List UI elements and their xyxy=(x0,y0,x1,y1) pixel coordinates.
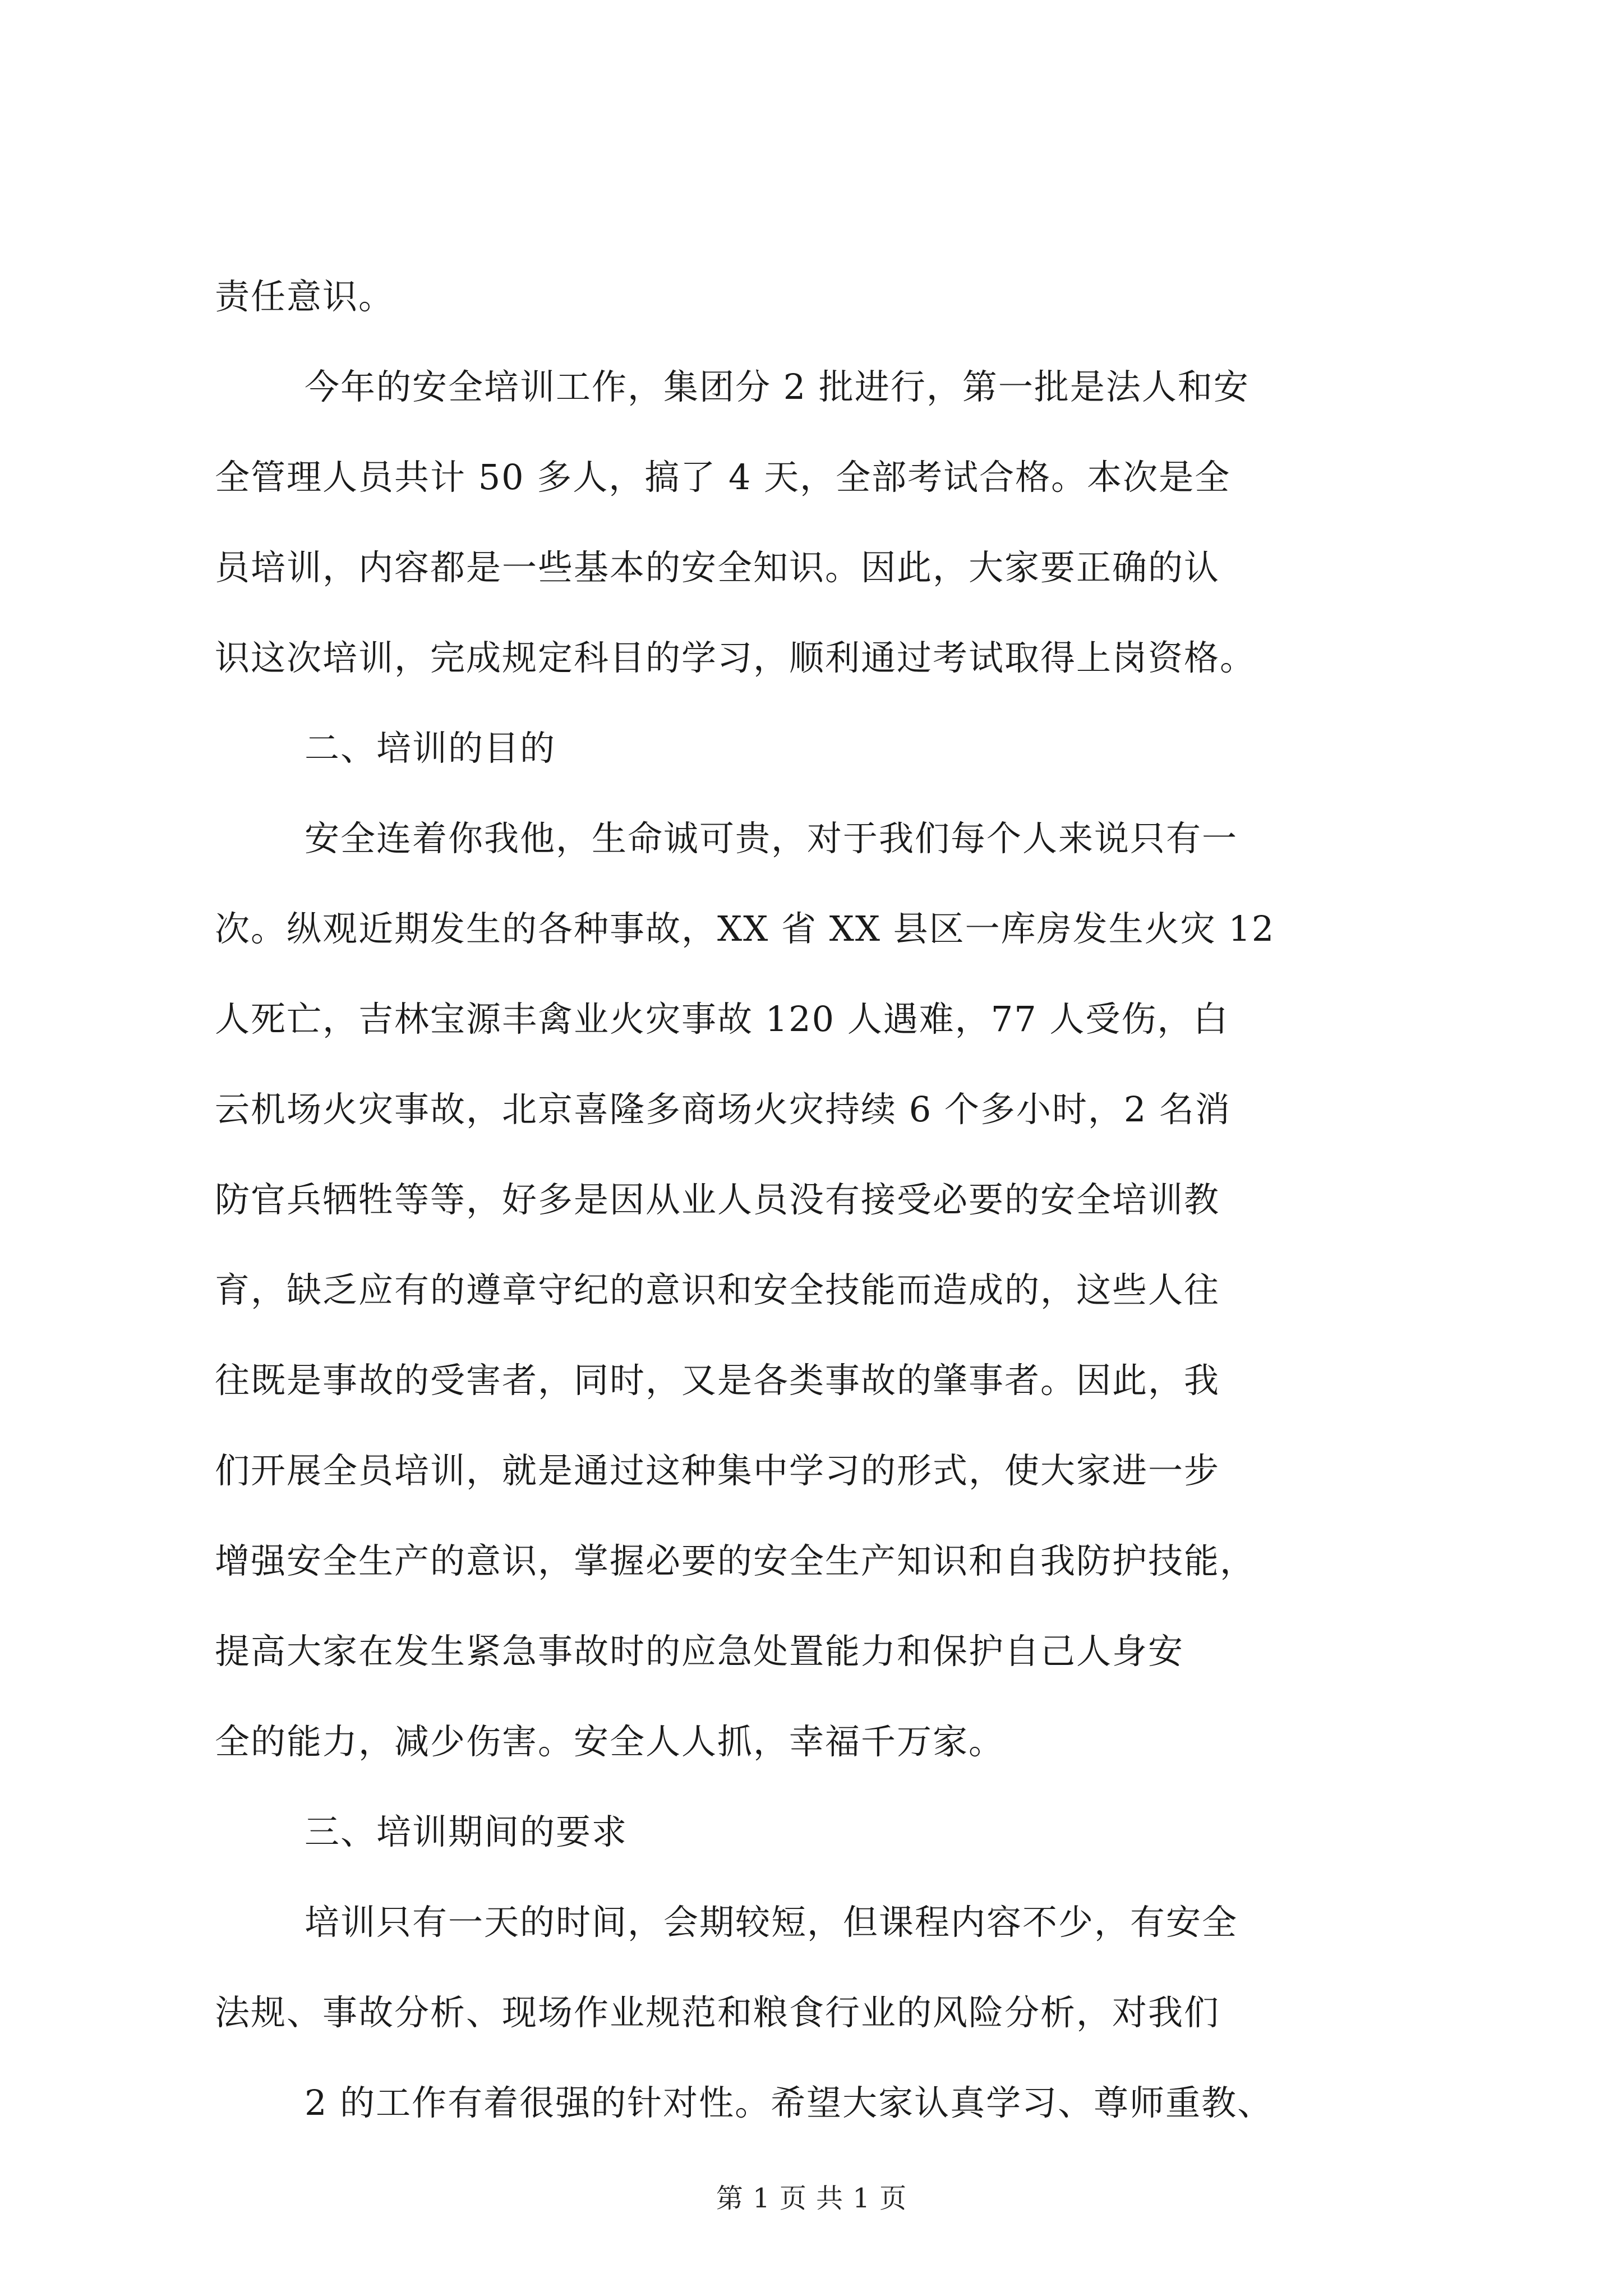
text-line: 人死亡，吉林宝源丰禽业火灾事故 120 人遇难，77 人受伤，白 xyxy=(215,999,1229,1039)
text-line: 往既是事故的受害者，同时，又是各类事故的肇事者。因此，我 xyxy=(215,1360,1220,1401)
paragraph-start: 培训只有一天的时间，会期较短，但课程内容不少，有安全 xyxy=(305,1902,1238,1943)
text-line: 增强安全生产的意识，掌握必要的安全生产知识和自我防护技能， xyxy=(215,1540,1256,1581)
text-line: 法规、事故分析、现场作业规范和粮食行业的风险分析，对我们 xyxy=(215,1992,1220,2033)
text-line: 提高大家在发生紧急事故时的应急处置能力和保护自己人身安 xyxy=(215,1631,1184,1672)
text-line: 云机场火灾事故，北京喜隆多商场火灾持续 6 个多小时，2 名消 xyxy=(215,1089,1232,1130)
text-line: 全的能力，减少伤害。安全人人抓，幸福千万家。 xyxy=(215,1721,1005,1762)
text-line: 责任意识。 xyxy=(215,276,395,317)
text-line: 防官兵牺牲等等，好多是因从业人员没有接受必要的安全培训教 xyxy=(215,1179,1220,1220)
text-line: 育，缺乏应有的遵章守纪的意识和安全技能而造成的，这些人往 xyxy=(215,1269,1220,1310)
text-line: 员培训，内容都是一些基本的安全知识。因此，大家要正确的认 xyxy=(215,547,1220,588)
page-footer: 第 1 页 共 1 页 xyxy=(716,2183,907,2214)
text-line: 识这次培训，完成规定科目的学习，顺利通过考试取得上岗资格。 xyxy=(215,637,1256,678)
text-line: 全管理人员共计 50 多人，搞了 4 天，全部考试合格。本次是全 xyxy=(215,457,1231,498)
text-line: 们开展全员培训，就是通过这种集中学习的形式，使大家进一步 xyxy=(215,1450,1220,1491)
section-heading-2: 二、培训的目的 xyxy=(305,728,556,769)
section-heading-3: 三、培训期间的要求 xyxy=(305,1811,628,1852)
text-line: 2 的工作有着很强的针对性。希望大家认真学习、尊师重教、 xyxy=(305,2082,1274,2123)
text-line: 次。纵观近期发生的各种事故，XX 省 XX 县区一库房发生火灾 12 xyxy=(215,908,1275,949)
paragraph-start: 安全连着你我他，生命诚可贵，对于我们每个人来说只有一 xyxy=(305,818,1238,859)
paragraph-start: 今年的安全培训工作，集团分 2 批进行，第一批是法人和安 xyxy=(305,366,1249,407)
